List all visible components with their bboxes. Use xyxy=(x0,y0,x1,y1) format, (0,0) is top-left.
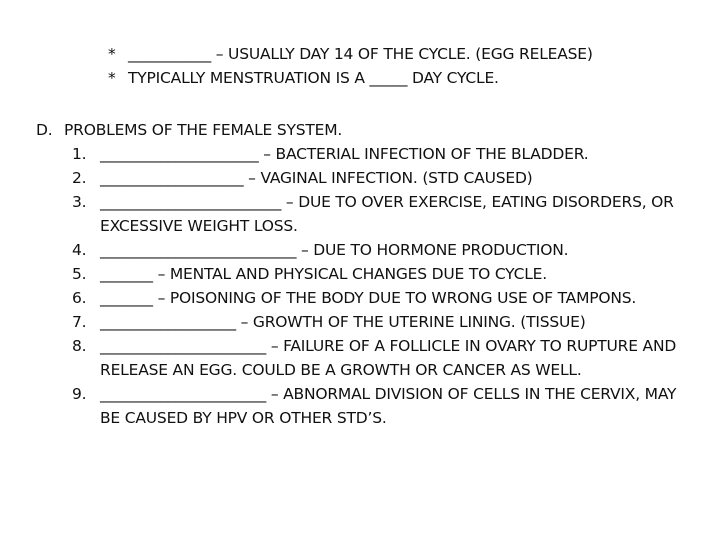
item-number: 4. xyxy=(72,241,87,259)
list-item xyxy=(36,238,690,262)
bullet-text: ___________ – USUALLY DAY 14 OF THE CYCLE. (EGG RELEASE) xyxy=(128,45,593,63)
bullet-list xyxy=(108,42,593,90)
item-text: ______________________ – FAILURE OF A FOLLICLE IN OVARY TO RUPTURE AND RELEASE AN EGG. COULD BE A GROWTH OR CANCER AS WELL. xyxy=(100,337,677,379)
list-item xyxy=(36,190,690,238)
list-item xyxy=(36,334,690,382)
item-number: 5. xyxy=(72,265,87,283)
list-item xyxy=(36,382,690,430)
item-number: 9. xyxy=(72,385,87,403)
section-heading xyxy=(36,118,690,142)
item-number: 8. xyxy=(72,337,87,355)
item-number: 7. xyxy=(72,313,87,331)
item-number: 1. xyxy=(72,145,87,163)
item-number: 2. xyxy=(72,169,87,187)
item-text: ________________________ – DUE TO OVER EXERCISE, EATING DISORDERS, OR EXCESSIVE WEIGHT LOSS. xyxy=(100,193,674,235)
item-number: 3. xyxy=(72,193,87,211)
problems-section xyxy=(36,118,690,430)
asterisk-bullet: * xyxy=(108,45,116,63)
section-letter: D. xyxy=(36,121,53,139)
problems-list xyxy=(36,142,690,430)
list-item xyxy=(36,262,690,286)
item-text: _____________________ – BACTERIAL INFECTION OF THE BLADDER. xyxy=(100,145,589,163)
item-text: ______________________ – ABNORMAL DIVISION OF CELLS IN THE CERVIX, MAY BE CAUSED BY HPV OR OTHER STD’S. xyxy=(100,385,677,427)
list-item xyxy=(36,310,690,334)
item-text: __________________________ – DUE TO HORMONE PRODUCTION. xyxy=(100,241,569,259)
asterisk-bullet: * xyxy=(108,69,116,87)
list-item xyxy=(36,166,690,190)
item-number: 6. xyxy=(72,289,87,307)
list-item xyxy=(36,142,690,166)
bullet-item-ovulation xyxy=(108,42,593,66)
list-item xyxy=(36,286,690,310)
item-text: ___________________ – VAGINAL INFECTION. (STD CAUSED) xyxy=(100,169,533,187)
item-text: _______ – POISONING OF THE BODY DUE TO WRONG USE OF TAMPONS. xyxy=(100,289,637,307)
item-text: __________________ – GROWTH OF THE UTERINE LINING. (TISSUE) xyxy=(100,313,586,331)
item-text: _______ – MENTAL AND PHYSICAL CHANGES DUE TO CYCLE. xyxy=(100,265,547,283)
bullet-text: TYPICALLY MENSTRUATION IS A _____ DAY CYCLE. xyxy=(128,69,499,87)
section-title: PROBLEMS OF THE FEMALE SYSTEM. xyxy=(64,121,343,139)
bullet-item-cycle xyxy=(108,66,593,90)
